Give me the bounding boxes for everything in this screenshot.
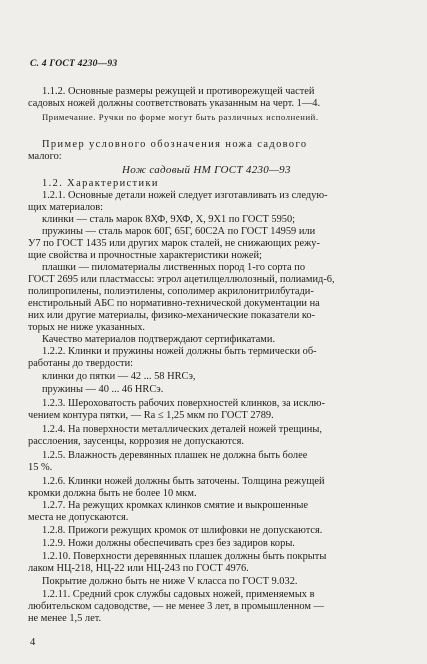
text-line: Примечание. Ручки по форме могут быть различных исполнений. (42, 112, 319, 122)
text-line: 1.2.3. Шероховатость рабочих поверхностей клинков, за исклю- (42, 398, 325, 409)
text-line: 1.2.4. На поверхности металлических деталей ножей трещины, (42, 424, 322, 435)
text-line: пружины — 40 ... 46 HRCэ. (42, 384, 164, 395)
text-line: щие свойства и прочностные характеристики ножей; (28, 250, 262, 261)
text-line: 1.1.2. Основные размеры режущей и противорежущей частей (42, 86, 315, 97)
text-line: торых не ниже указанных. (28, 322, 146, 333)
text-line: 1.2.6. Клинки ножей должны быть заточены. Толщина режущей (42, 476, 325, 487)
text-line: кромки должна быть не более 10 мкм. (28, 488, 197, 499)
text-line: клинки до пятки — 42 ... 58 HRCэ, (42, 371, 196, 382)
text-line: 1.2.7. На режущих кромках клинков смятие и выкрошенные (42, 500, 309, 511)
text-line: чением контура пятки, — Ra ≤ 1,25 мкм по ГОСТ 2789. (28, 410, 274, 421)
text-line: Покрытие должно быть не ниже V класса по ГОСТ 9.032. (42, 576, 298, 587)
text-line: Пример условного обозначения ножа садового (42, 139, 308, 150)
text-line: лаком НЦ-218, НЦ-22 или НЦ-243 по ГОСТ 4976. (28, 563, 249, 574)
text-line: клинки — сталь марок 8ХФ, 9ХФ, Х, 9Х1 по ГОСТ 5950; (42, 214, 296, 225)
text-line: 1.2.10. Поверхности деревянных плашек должны быть покрыты (42, 551, 327, 562)
text-line: малого: (28, 151, 62, 162)
text-line: пружины — сталь марок 60Г, 65Г, 60С2А по ГОСТ 14959 или (42, 226, 316, 237)
text-line: Нож садовый НМ ГОСТ 4230—93 (122, 164, 291, 176)
text-line: полипропилены, полиэтилены, сополимер акрилонитрилбутади- (28, 286, 314, 297)
text-line: 1.2.9. Ножи должны обеспечивать срез без задиров коры. (42, 538, 295, 549)
text-line: них или другие материалы, физико-механические показатели ко- (28, 310, 316, 321)
text-line: не менее 1,5 лет. (28, 613, 102, 624)
page-header: С. 4 ГОСТ 4230—93 (30, 58, 118, 69)
text-line: 1.2.2. Клинки и пружины ножей должны быть термически об- (42, 346, 317, 357)
text-line: 1.2.5. Влажность деревянных плашек не должна быть более (42, 450, 308, 461)
text-line: У7 по ГОСТ 1435 или других марок сталей, не снижающих режу- (28, 238, 320, 249)
text-line: 1.2.1. Основные детали ножей следует изготавливать из следую- (42, 190, 328, 201)
text-line: Качество материалов подтверждают сертификатами. (42, 334, 276, 345)
text-line: щих материалов: (28, 202, 103, 213)
text-line: расслоения, заусенцы, коррозия не допускаются. (28, 436, 245, 447)
text-line: ГОСТ 2695 или пластмассы: этрол ацетилцеллюлозный, полиамид-6, (28, 274, 335, 285)
text-line: 1.2.11. Средний срок службы садовых ножей, применяемых в (42, 589, 315, 600)
text-line: плашки — пиломатериалы лиственных пород 1-го сорта по (42, 262, 306, 273)
page-number: 4 (30, 637, 36, 648)
text-line: 1.2.8. Прижоги режущих кромок от шлифовки не допускаются. (42, 525, 323, 536)
text-line: любительском садоводстве, — не менее 3 лет, в промышленном — (28, 601, 324, 612)
text-line: 1.2. Характеристики (42, 178, 159, 189)
text-line: 15 %. (28, 462, 53, 473)
text-line: работаны до твердости: (28, 358, 134, 369)
text-line: места не допускаются. (28, 512, 129, 523)
text-line: енстирольный АБС по нормативно-технической документации на (28, 298, 320, 309)
text-line: садовых ножей должны соответствовать указанным на черт. 1—4. (28, 98, 321, 109)
